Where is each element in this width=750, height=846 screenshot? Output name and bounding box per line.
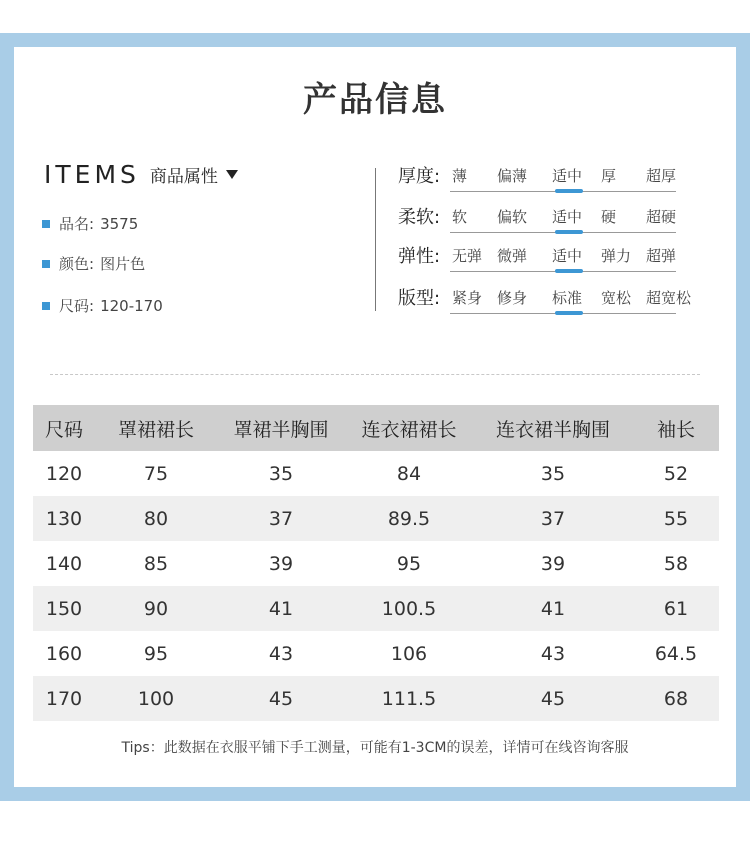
- table-cell: 160: [45, 642, 83, 665]
- table-cell: 58: [663, 552, 689, 575]
- selected-marker: [555, 230, 583, 234]
- table-cell: 140: [45, 552, 83, 575]
- table-cell: 95: [143, 642, 169, 665]
- selected-marker: [555, 269, 583, 273]
- table-cell: 68: [633, 676, 719, 721]
- table-header-row: [33, 405, 719, 451]
- table-header: 袖长: [633, 405, 719, 451]
- items-heading: [44, 160, 238, 189]
- attr-option: 硬: [601, 208, 617, 226]
- table-cell: 90: [95, 586, 217, 631]
- table-row: [33, 676, 719, 721]
- selected-marker: [555, 311, 583, 315]
- table-row: [33, 541, 719, 586]
- table-cell: 130: [33, 496, 95, 541]
- table-row: [33, 631, 719, 676]
- table-header: 罩裙半胸围: [217, 405, 345, 451]
- divider-vertical: [375, 168, 376, 311]
- items-label: ITEMS: [44, 160, 140, 189]
- attr-label: 柔软:: [398, 207, 441, 228]
- page-title: 产品信息: [303, 80, 447, 120]
- table-cell: 111.5: [345, 676, 473, 721]
- table-cell: 89.5: [345, 496, 473, 541]
- table-cell: 43: [268, 642, 294, 665]
- square-bullet-icon: [42, 220, 50, 228]
- table-cell: 85: [143, 552, 169, 575]
- attr-option: 偏薄: [497, 167, 528, 185]
- triangle-down-icon: [226, 170, 238, 179]
- prop-value: 图片色: [100, 255, 146, 273]
- table-cell: 37: [217, 496, 345, 541]
- attr-option: 薄: [452, 167, 468, 185]
- table-row: [33, 586, 719, 631]
- attr-option: 标准: [552, 289, 583, 307]
- table-cell: 80: [95, 496, 217, 541]
- table-cell: 100: [95, 676, 217, 721]
- table-cell: 45: [217, 676, 345, 721]
- attr-row-thickness: [398, 165, 678, 185]
- attr-option: 适中: [552, 167, 583, 185]
- prop-label: 品名:: [59, 215, 95, 233]
- attr-option: 超弹: [646, 247, 677, 265]
- attr-option: 修身: [497, 289, 528, 307]
- table-cell: 120: [45, 462, 83, 485]
- prop-label: 颜色:: [59, 255, 95, 273]
- attr-option: 超宽松: [646, 289, 692, 307]
- attr-option: 超硬: [646, 208, 677, 226]
- table-cell: 100.5: [345, 586, 473, 631]
- items-sublabel: 商品属性: [149, 167, 218, 187]
- tips-note: Tips：此数据在衣服平铺下手工测量，可能有1-3CM的误差，详情可在线咨询客服: [121, 740, 629, 756]
- prop-value: 3575: [100, 214, 139, 233]
- table-cell: 84: [396, 462, 422, 485]
- attr-option: 厚: [601, 167, 617, 185]
- prop-name: [42, 213, 138, 234]
- table-header: 连衣裙裙长: [345, 405, 473, 451]
- attr-row-elasticity: [398, 245, 678, 265]
- attr-option: 适中: [552, 247, 583, 265]
- attr-option: 超厚: [646, 167, 677, 185]
- attr-label: 版型:: [398, 288, 441, 309]
- table-cell: 39: [540, 552, 566, 575]
- selected-marker: [555, 189, 583, 193]
- prop-size: [42, 295, 163, 316]
- table-header: 罩裙裙长: [95, 405, 217, 451]
- table-cell: 170: [33, 676, 95, 721]
- attr-row-softness: [398, 206, 678, 226]
- table-header: 连衣裙半胸围: [473, 405, 633, 451]
- attr-option: 紧身: [452, 289, 483, 307]
- table-row: [33, 451, 719, 496]
- size-table: [33, 405, 719, 721]
- table-cell: 43: [540, 642, 566, 665]
- attr-option: 偏软: [497, 208, 528, 226]
- table-cell: 35: [540, 462, 566, 485]
- prop-label: 尺码:: [59, 297, 95, 315]
- table-cell: 64.5: [654, 642, 698, 665]
- table-cell: 55: [633, 496, 719, 541]
- table-cell: 52: [663, 462, 689, 485]
- attr-row-fit: [398, 287, 692, 309]
- divider-dashed: [50, 374, 700, 375]
- prop-value: 120-170: [100, 296, 163, 315]
- table-cell: 150: [33, 586, 95, 631]
- table-cell: 106: [390, 642, 428, 665]
- table-cell: 45: [473, 676, 633, 721]
- attr-label: 厚度:: [398, 166, 441, 187]
- square-bullet-icon: [42, 302, 50, 310]
- attr-label: 弹性:: [398, 246, 441, 267]
- table-cell: 41: [217, 586, 345, 631]
- table-cell: 35: [268, 462, 294, 485]
- table-cell: 39: [268, 552, 294, 575]
- table-header: 尺码: [33, 405, 95, 451]
- table-cell: 37: [473, 496, 633, 541]
- attr-option: 软: [452, 208, 468, 226]
- table-row: [33, 496, 719, 541]
- attr-option: 无弹: [452, 247, 483, 265]
- attr-option: 宽松: [601, 289, 632, 307]
- table-cell: 61: [633, 586, 719, 631]
- attr-option: 弹力: [601, 247, 632, 265]
- square-bullet-icon: [42, 260, 50, 268]
- table-cell: 75: [143, 462, 169, 485]
- table-cell: 41: [473, 586, 633, 631]
- attr-option: 适中: [552, 208, 583, 226]
- prop-color: [42, 253, 145, 274]
- attr-option: 微弹: [497, 247, 528, 265]
- table-cell: 95: [396, 552, 422, 575]
